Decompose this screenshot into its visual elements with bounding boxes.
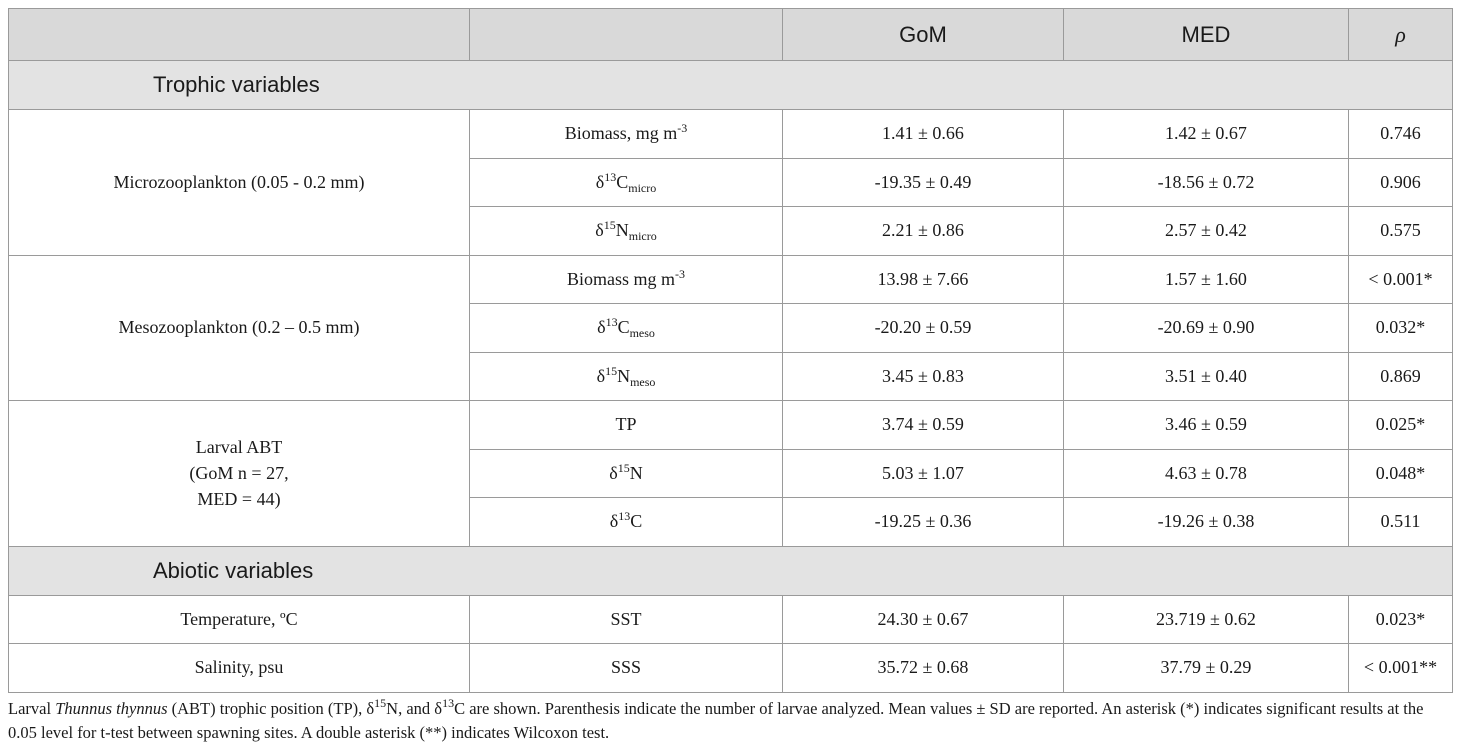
med-value: -19.26 ± 0.38 — [1064, 498, 1349, 547]
p-value: 0.575 — [1349, 207, 1453, 256]
data-table — [8, 8, 1453, 693]
var-cell — [470, 158, 783, 207]
var-sub: meso — [629, 326, 655, 341]
var-cell: SST — [470, 595, 783, 644]
section-abiotic-label: Abiotic variables — [9, 546, 1453, 595]
table-row — [9, 595, 1453, 644]
gom-value: 35.72 ± 0.68 — [783, 644, 1064, 693]
footnote-text: N, and δ — [386, 699, 443, 718]
var-sup: 15 — [605, 363, 618, 378]
gom-value: 13.98 ± 7.66 — [783, 255, 1064, 304]
med-value: -18.56 ± 0.72 — [1064, 158, 1349, 207]
header-rho: ρ — [1349, 9, 1453, 61]
group-temperature: Temperature, ºC — [9, 595, 470, 644]
footnote-species: Thunnus thynnus — [55, 699, 168, 718]
var-label: Biomass mg m — [566, 268, 675, 289]
p-value: 0.048* — [1349, 449, 1453, 498]
med-value: 23.719 ± 0.62 — [1064, 595, 1349, 644]
section-trophic-label: Trophic variables — [9, 61, 1453, 110]
var-cell — [470, 498, 783, 547]
var-sup: 15 — [603, 218, 616, 233]
table-row — [9, 255, 1453, 304]
var-cell — [470, 255, 783, 304]
med-value: 2.57 ± 0.42 — [1064, 207, 1349, 256]
med-value: 4.63 ± 0.78 — [1064, 449, 1349, 498]
header-blank-2 — [470, 9, 783, 61]
var-delta: δ — [596, 365, 606, 386]
header-med: MED — [1064, 9, 1349, 61]
var-sup: -3 — [677, 121, 688, 136]
group-abt-line3: MED = 44) — [197, 489, 281, 510]
var-label: Biomass, mg m — [564, 123, 678, 144]
var-sub: meso — [630, 374, 656, 389]
group-abt-line2: (GoM n = 27, — [189, 463, 289, 484]
var-cell — [470, 449, 783, 498]
var-label: N — [629, 462, 643, 483]
p-value: < 0.001** — [1349, 644, 1453, 693]
gom-value: -19.35 ± 0.49 — [783, 158, 1064, 207]
p-value: < 0.001* — [1349, 255, 1453, 304]
footnote-text: (ABT) trophic position (TP), δ — [167, 699, 375, 718]
group-salinity: Salinity, psu — [9, 644, 470, 693]
var-sup: 13 — [618, 509, 631, 524]
gom-value: 3.45 ± 0.83 — [783, 352, 1064, 401]
var-sub: micro — [628, 180, 657, 195]
var-delta: δ — [595, 171, 605, 192]
var-sup: 13 — [604, 169, 617, 184]
group-larval-abt — [9, 401, 470, 547]
group-meso: Mesozooplankton (0.2 – 0.5 mm) — [9, 255, 470, 401]
var-delta: δ — [595, 220, 604, 241]
var-sup: -3 — [675, 266, 685, 281]
var-sup: 13 — [605, 315, 618, 330]
med-value: 3.51 ± 0.40 — [1064, 352, 1349, 401]
table-footnote — [8, 697, 1452, 745]
footnote-text: Larval — [8, 699, 56, 718]
p-value: 0.906 — [1349, 158, 1453, 207]
var-label: C — [617, 317, 630, 338]
var-sub: micro — [628, 229, 657, 244]
gom-value: 3.74 ± 0.59 — [783, 401, 1064, 450]
gom-value: 5.03 ± 1.07 — [783, 449, 1064, 498]
med-value: -20.69 ± 0.90 — [1064, 304, 1349, 353]
p-value: 0.869 — [1349, 352, 1453, 401]
p-value: 0.511 — [1349, 498, 1453, 547]
footnote-sup: 13 — [442, 696, 455, 710]
table-row — [9, 110, 1453, 159]
var-delta: δ — [597, 317, 606, 338]
var-cell — [470, 352, 783, 401]
gom-value: 24.30 ± 0.67 — [783, 595, 1064, 644]
var-label: C — [630, 511, 643, 532]
med-value: 1.57 ± 1.60 — [1064, 255, 1349, 304]
table-row — [9, 644, 1453, 693]
var-cell — [470, 304, 783, 353]
p-value: 0.032* — [1349, 304, 1453, 353]
section-row-abiotic — [9, 546, 1453, 595]
header-blank-1 — [9, 9, 470, 61]
var-cell: TP — [470, 401, 783, 450]
var-label: C — [616, 171, 629, 192]
table-row — [9, 401, 1453, 450]
med-value: 3.46 ± 0.59 — [1064, 401, 1349, 450]
header-row — [9, 9, 1453, 61]
gom-value: 1.41 ± 0.66 — [783, 110, 1064, 159]
footnote-sup: 15 — [374, 696, 387, 710]
var-cell — [470, 207, 783, 256]
var-delta: δ — [609, 511, 619, 532]
section-row-trophic — [9, 61, 1453, 110]
header-gom: GoM — [783, 9, 1064, 61]
group-micro: Microzooplankton (0.05 - 0.2 mm) — [9, 110, 470, 256]
gom-value: -20.20 ± 0.59 — [783, 304, 1064, 353]
p-value: 0.023* — [1349, 595, 1453, 644]
gom-value: 2.21 ± 0.86 — [783, 207, 1064, 256]
var-label: N — [615, 220, 629, 241]
p-value: 0.746 — [1349, 110, 1453, 159]
var-sup: 15 — [617, 460, 630, 475]
footnote-text: C are shown. Parenthesis indicate the number of larvae analyzed. Mean values ± SD are reported. An asterisk (*) indicates significant results at the 0.05 level for t-test between spawning sites. A double asterisk (**) indicates Wilcoxon test. — [8, 699, 1424, 742]
var-cell — [470, 110, 783, 159]
var-delta: δ — [609, 462, 618, 483]
var-label: N — [617, 365, 631, 386]
med-value: 37.79 ± 0.29 — [1064, 644, 1349, 693]
data-table-container — [8, 8, 1452, 693]
med-value: 1.42 ± 0.67 — [1064, 110, 1349, 159]
gom-value: -19.25 ± 0.36 — [783, 498, 1064, 547]
p-value: 0.025* — [1349, 401, 1453, 450]
group-abt-line1: Larval ABT — [195, 437, 283, 458]
var-cell: SSS — [470, 644, 783, 693]
